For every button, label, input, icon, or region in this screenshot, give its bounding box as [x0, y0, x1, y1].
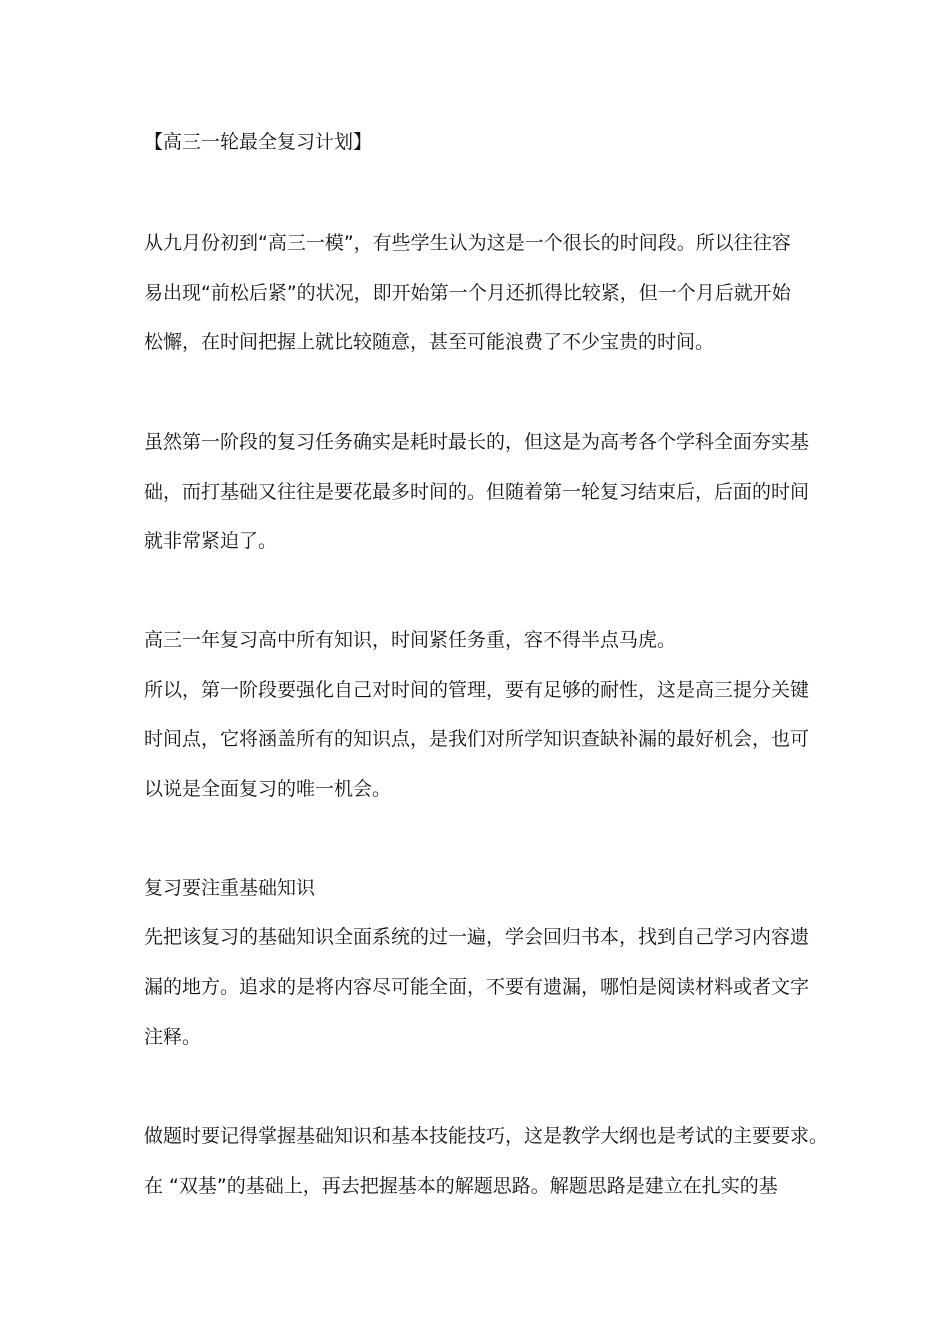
paragraph-4-line-3: 注释。 [144, 1026, 202, 1048]
paragraph-3-line-1: 高三一年复习高中所有知识，时间紧任务重，容不得半点马虎。 [144, 629, 677, 651]
paragraph-2-line-2: 础，而打基础又往往是要花最多时间的。但随着第一轮复习结束后，后面的时间 [144, 481, 810, 503]
paragraph-4-line-1: 先把该复习的基础知识全面系统的过一遍，学会回归书本，找到自己学习内容遗 [144, 926, 810, 948]
paragraph-4-line-2: 漏的地方。追求的是将内容尽可能全面，不要有遗漏，哪怕是阅读材料或者文字 [144, 976, 810, 998]
paragraph-3-line-4: 以说是全面复习的唯一机会。 [144, 778, 392, 800]
paragraph-5-line-2: 在 “双基”的基础上，再去把握基本的解题思路。解题思路是建立在扎实的基 [144, 1175, 778, 1197]
paragraph-2-line-1: 虽然第一阶段的复习任务确实是耗时最长的，但这是为高考各个学科全面夯实基 [144, 431, 810, 453]
paragraph-2-line-3: 就非常紧迫了。 [144, 530, 278, 552]
paragraph-5-line-1: 做题时要记得掌握基础知识和基本技能技巧，这是教学大纲也是考试的主要要求。 [144, 1125, 829, 1147]
paragraph-1-line-1: 从九月份初到“高三一模”，有些学生认为这是一个很长的时间段。所以往往容 [144, 232, 791, 254]
paragraph-3-line-3: 时间点，它将涵盖所有的知识点，是我们对所学知识查缺补漏的最好机会，也可 [144, 728, 810, 750]
section-heading: 复习要注重基础知识 [144, 877, 316, 899]
document-title: 【高三一轮最全复习计划】 [144, 131, 373, 153]
paragraph-3-line-2: 所以，第一阶段要强化自己对时间的管理，要有足够的耐性，这是高三提分关键 [144, 679, 810, 701]
paragraph-1-line-3: 松懈，在时间把握上就比较随意，甚至可能浪费了不少宝贵的时间。 [144, 331, 715, 353]
paragraph-1-line-2: 易出现“前松后紧”的状况，即开始第一个月还抓得比较紧，但一个月后就开始 [144, 282, 791, 304]
